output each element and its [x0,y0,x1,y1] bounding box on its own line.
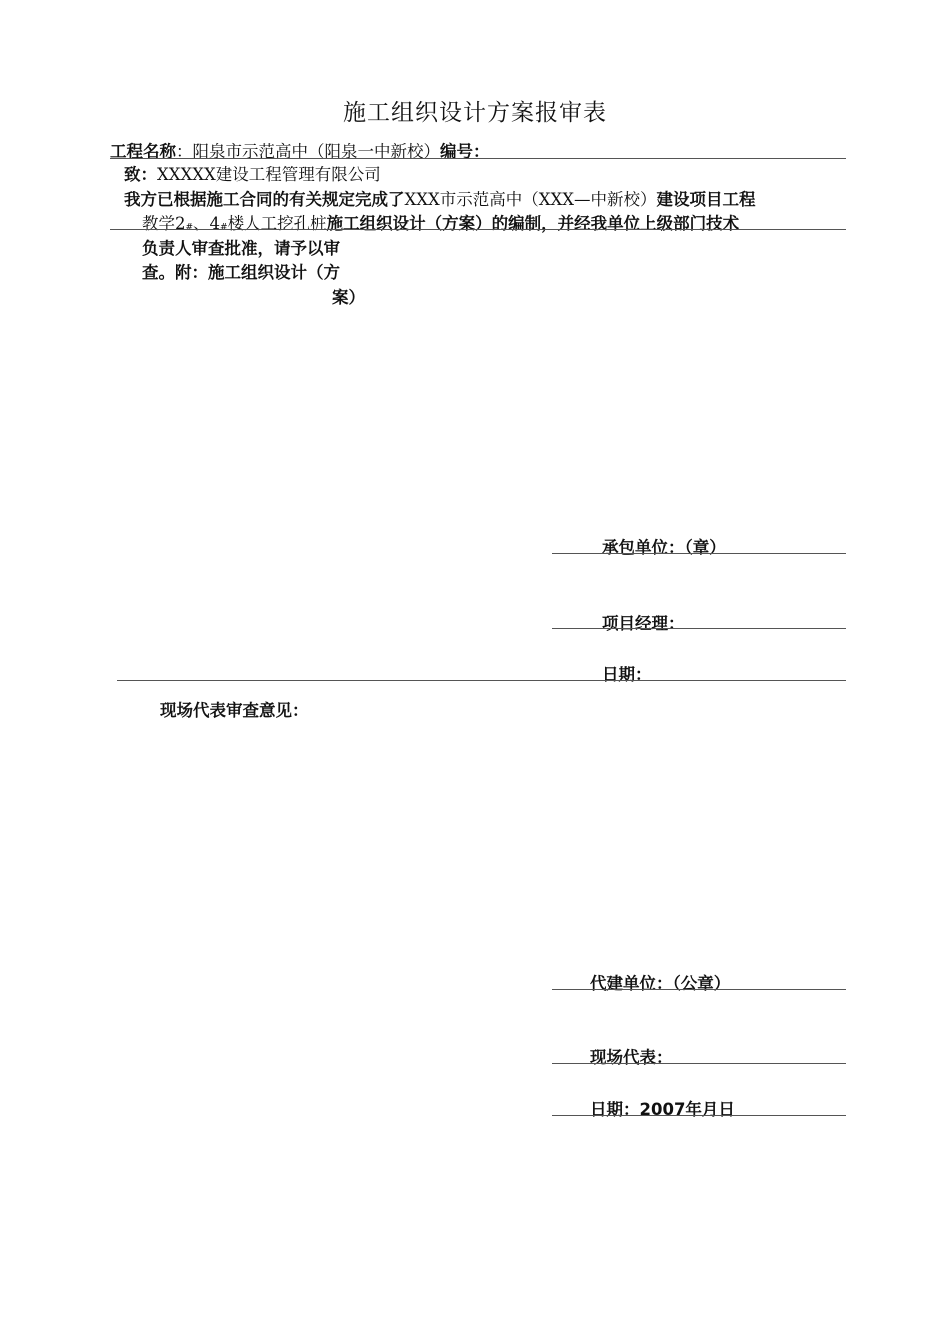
to-value: XXXXX建设工程管理有限公司 [157,165,381,184]
divider-line [110,158,846,159]
signature-line [552,628,846,629]
project-sep: ： [176,142,193,161]
project-label: 工程名称 [110,142,176,161]
contractor-label: 承包单位：（章） [602,538,726,557]
to-label: 致： [124,165,157,184]
divider-line [110,229,846,230]
body-text: XXX市示范高中（XXX—中新校） [404,190,657,209]
site-rep-label: 现场代表： [590,1048,673,1067]
agent-unit-label: 代建单位：（公章） [590,974,731,993]
body-text: 我方已根据施工合同的有关规定完成了 [124,190,405,209]
date-label: 日期：2007年月日 [590,1100,735,1119]
number-sign: # [185,223,194,233]
body-line-4: 查。附：施工组织设计（方 [142,263,340,282]
signature-line [552,553,846,554]
body-text: 施工组织设计（方案）的编制，并经我单位上级部门技术 [326,214,740,233]
body-line-3: 负责人审查批准，请予以审 [142,239,340,258]
project-name: 阳泉市示范高中（阳泉一中新校） [192,142,440,161]
signature-line [552,1115,846,1116]
project-manager-label: 项目经理： [602,614,685,633]
section-divider [117,680,846,681]
signature-line [552,989,846,990]
body-text: 教学2 [142,214,186,233]
review-opinion-label: 现场代表审查意见： [160,701,309,720]
document-title: 施工组织设计方案报审表 [343,100,607,126]
body-text: 建设项目工程 [656,190,756,209]
date-label: 日期： [602,665,652,684]
signature-line [552,1063,846,1064]
number-label: 编号： [440,142,490,161]
to-row [124,161,381,185]
body-line-1 [124,186,755,210]
body-line-2 [142,210,739,234]
body-text: 、4 [193,214,221,233]
number-sign: # [220,223,228,233]
body-text: 楼人工挖孔桩 [227,214,327,233]
body-line-5: 案） [332,288,365,307]
